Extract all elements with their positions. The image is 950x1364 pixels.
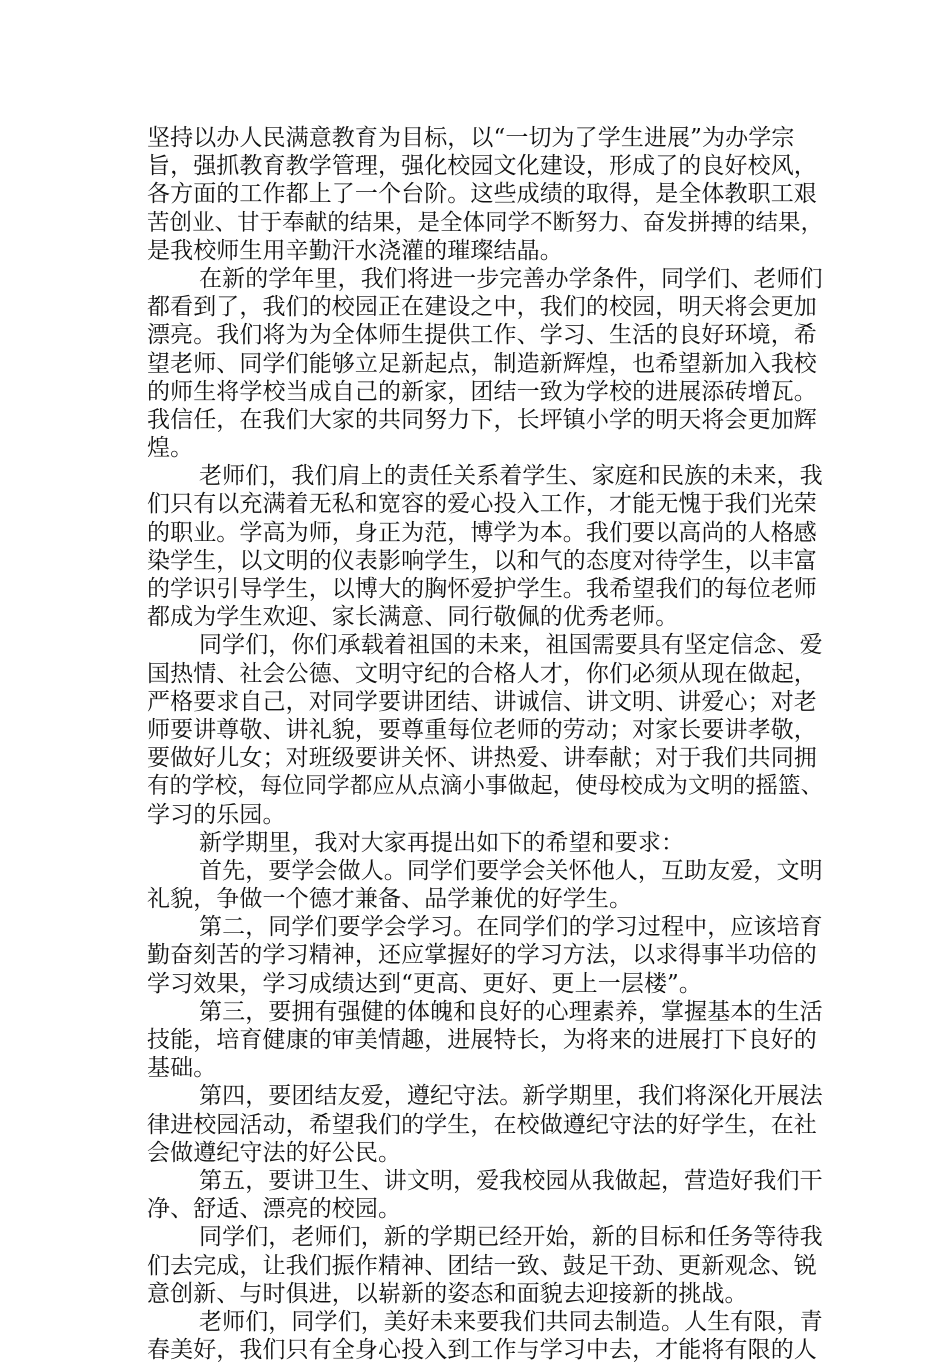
text-line: 都成为学生欢迎、家长满意、同行敬佩的优秀老师。: [147, 604, 679, 631]
text-line: 律进校园活动，希望我们的学生，在校做遵纪守法的好学生，在社: [147, 1111, 817, 1138]
text-line: 会做遵纪守法的好公民。: [147, 1139, 402, 1166]
document-body: [147, 124, 827, 1364]
text-line: 染学生，以文明的仪表影响学生，以和气的态度对待学生，以丰富: [147, 547, 817, 574]
text-line: 要做好儿女；对班级要讲关怀、讲热爱、讲奉献；对于我们共同拥: [147, 745, 817, 772]
text-line: 意创新、与时俱进，以崭新的姿态和面貌去迎接新的挑战。: [147, 1280, 748, 1307]
text-line: 严格要求自己，对同学要讲团结、讲诚信、讲文明、讲爱心；对老: [147, 688, 817, 715]
text-line: 的师生将学校当成自己的新家，团结一致为学校的进展添砖增瓦。: [147, 378, 817, 405]
text-line: 新学期里，我对大家再提出如下的希望和要求：: [199, 829, 685, 856]
text-line: 净、舒适、漂亮的校园。: [147, 1196, 402, 1223]
text-line: 煌。: [147, 435, 194, 462]
text-line: 旨，强抓教育教学管理，强化校园文化建设，形成了的良好校风，: [147, 153, 817, 180]
text-line: 的职业。学高为师，身正为范，博学为本。我们要以高尚的人格感: [147, 519, 817, 546]
text-line: 苦创业、甘于奉献的结果，是全体同学不断努力、奋发拼搏的结果，: [147, 209, 824, 236]
text-line: 都看到了，我们的校园正在建设之中，我们的校园，明天将会更加: [147, 294, 817, 321]
text-line: 望老师、同学们能够立足新起点，制造新辉煌，也希望新加入我校: [147, 350, 817, 377]
text-line: 们去完成，让我们振作精神、团结一致、鼓足干劲、更新观念、锐: [147, 1252, 817, 1279]
text-line: 在新的学年里，我们将进一步完善办学条件，同学们、老师们: [199, 265, 823, 292]
text-line: 老师们，同学们，美好未来要我们共同去制造。人生有限，青: [199, 1308, 823, 1335]
text-line: 第五，要讲卫生、讲文明，爱我校园从我做起，营造好我们干: [199, 1167, 823, 1194]
text-line: 春美好，我们只有全身心投入到工作与学习中去，才能将有限的人: [147, 1337, 817, 1364]
text-line: 有的学校，每位同学都应从点滴小事做起，使母校成为文明的摇篮、: [147, 773, 824, 800]
text-line: 坚持以办人民满意教育为目标，以“一切为了学生进展”为办学宗: [147, 125, 795, 151]
text-line: 各方面的工作都上了一个台阶。这些成绩的取得，是全体教职工艰: [147, 181, 817, 208]
text-line: 第三，要拥有强健的体魄和良好的心理素养，掌握基本的生活: [199, 998, 823, 1025]
text-line: 们只有以充满着无私和宽容的爱心投入工作，才能无愧于我们光荣: [147, 491, 817, 518]
text-line: 是我校师生用辛勤汗水浇灌的璀璨结晶。: [147, 237, 563, 264]
text-line: 漂亮。我们将为为全体师生提供工作、学习、生活的良好环境，希: [147, 322, 817, 349]
text-line: 首先，要学会做人。同学们要学会关怀他人，互助友爱，文明: [199, 857, 823, 884]
text-line: 老师们，我们肩上的责任关系着学生、家庭和民族的未来，我: [199, 463, 823, 490]
text-line: 第二，同学们要学会学习。在同学们的学习过程中，应该培育: [199, 914, 823, 941]
text-line: 第四，要团结友爱，遵纪守法。新学期里，我们将深化开展法: [199, 1083, 823, 1110]
text-line: 礼貌，争做一个德才兼备、品学兼优的好学生。: [147, 886, 633, 913]
text-line: 基础。: [147, 1055, 217, 1082]
text-line: 的学识引导学生，以博大的胸怀爱护学生。我希望我们的每位老师: [147, 576, 817, 602]
text-line: 国热情、社会公德、文明守纪的合格人才，你们必须从现在做起，: [147, 660, 817, 687]
text-line: 勤奋刻苦的学习精神，还应掌握好的学习方法，以求得事半功倍的: [147, 942, 817, 969]
text-line: 我信任，在我们大家的共同努力下，长坪镇小学的明天将会更加辉: [147, 406, 817, 433]
text-line: 同学们，你们承载着祖国的未来，祖国需要具有坚定信念、爱: [199, 632, 823, 659]
text-line: 学习的乐园。: [147, 801, 286, 828]
text-line: 同学们，老师们，新的学期已经开始，新的目标和任务等待我: [199, 1224, 823, 1251]
text-line: 师要讲尊敬、讲礼貌，要尊重每位老师的劳动；对家长要讲孝敬，: [147, 716, 817, 743]
text-line: 学习效果，学习成绩达到“更高、更好、更上一层楼”。: [147, 970, 703, 997]
text-line: 技能，培育健康的审美情趣，进展特长，为将来的进展打下良好的: [147, 1027, 817, 1053]
